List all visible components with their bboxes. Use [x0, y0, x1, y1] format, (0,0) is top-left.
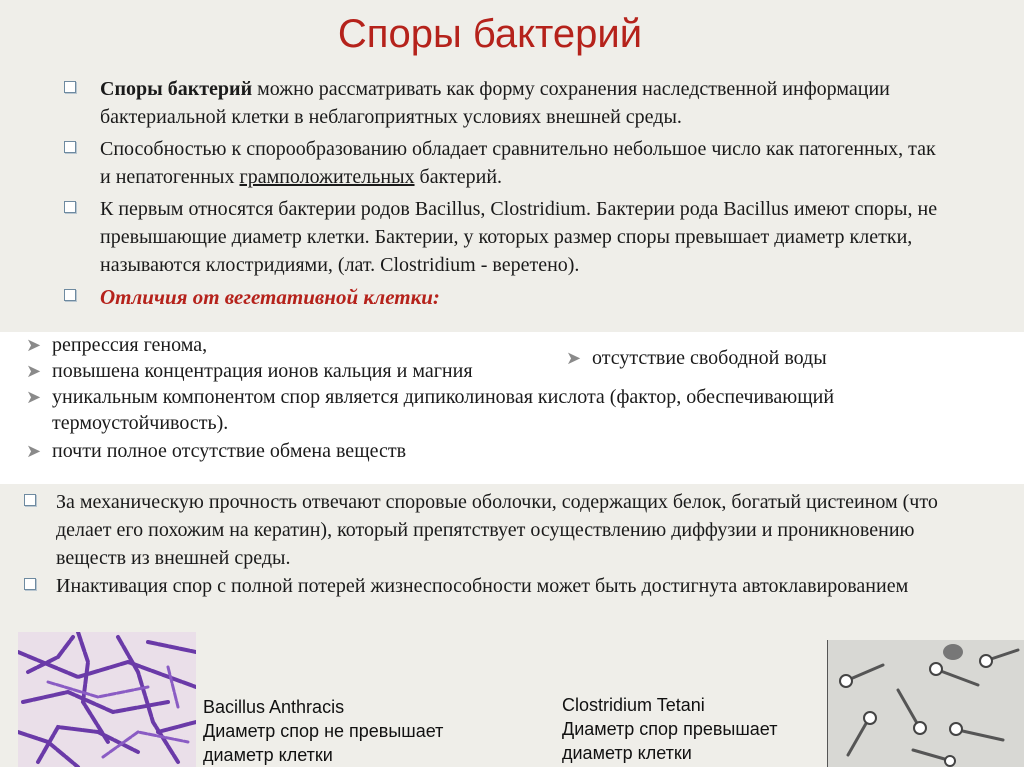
caption-right — [562, 693, 777, 765]
difference-item — [562, 345, 827, 371]
checkbox-bullet-icon — [64, 201, 76, 213]
caption-line: диаметр клетки — [562, 743, 692, 763]
bullet-genera — [62, 195, 942, 279]
checkbox-bullet-icon — [64, 141, 76, 153]
bullet-text: бактерий. — [414, 166, 503, 188]
arrow-bullet-icon: ➤ — [26, 441, 42, 461]
slide-title: Споры бактерий — [337, 12, 643, 56]
caption-line: диаметр клетки — [203, 745, 333, 765]
checkbox-bullet-icon — [64, 81, 76, 93]
bullet-text: За механическую прочность отвечают споровые оболочки, содержащих белок, богатый цистеином (что делает его похожим на кератин), который препятствует осуществлению диффузии и проникновению веществ из внешней среды. — [56, 491, 938, 569]
difference-item — [22, 358, 473, 384]
differences-heading: Отличия от вегетативной клетки: — [100, 285, 440, 309]
micrograph-image — [828, 640, 1024, 767]
checkbox-bullet-icon — [24, 578, 36, 590]
bullet-sporulation-ability — [62, 135, 942, 191]
checkbox-bullet-icon — [24, 494, 36, 506]
differences-band — [0, 332, 1024, 484]
bottom-bullet-list — [22, 488, 982, 600]
arrow-bullet-icon: ➤ — [26, 361, 42, 381]
difference-text: репрессия генома, — [52, 334, 208, 356]
difference-item — [22, 332, 207, 358]
bullet-text: К первым относятся бактерии родов Bacillus, Clostridium. Бактерии рода Bacillus имеют споры, не превышающие диаметр клетки. Бактерии, у которых размер споры превышает диаметр клетки, называются клостридиями, (лат. Clostridium - веретено). — [100, 198, 938, 276]
link-gram-positive[interactable]: грамположительных — [239, 166, 415, 188]
bullet-mechanical-strength — [22, 488, 982, 572]
arrow-bullet-icon: ➤ — [566, 348, 582, 368]
caption-line: Диаметр спор превышает — [562, 719, 778, 739]
bold-term: Споры бактерий — [100, 78, 253, 100]
caption-species: Bacillus Anthracis — [203, 697, 345, 717]
bullet-text: Инактивация спор с полной потерей жизнеспособности может быть достигнута автоклавированием — [56, 575, 909, 597]
difference-item — [22, 438, 406, 464]
bullet-text: Способностью к спорообразованию обладает сравнительно небольшое число как патогенных, так и непатогенных — [100, 138, 936, 188]
difference-text: повышена концентрация ионов кальция и магния — [52, 360, 473, 382]
bacillus-anthracis-micrograph — [18, 632, 196, 767]
bullet-spores-definition — [62, 75, 942, 131]
checkbox-bullet-icon — [64, 289, 76, 301]
difference-text: уникальным компонентом спор является дипиколиновая кислота (фактор, обеспечивающий термоустойчивость). — [52, 386, 835, 434]
bullet-differences-heading — [62, 283, 942, 312]
caption-species: Clostridium Tetani — [562, 695, 705, 715]
difference-text: отсутствие свободной воды — [592, 347, 827, 369]
difference-item — [22, 384, 992, 436]
caption-line: Диаметр спор не превышает — [203, 721, 444, 741]
bullet-text: можно рассматривать как форму сохранения наследственной информации бактериальной клетки в неблагоприятных условиях внешней среды. — [100, 78, 890, 128]
micrograph-image — [18, 632, 196, 767]
bullet-inactivation — [22, 572, 982, 600]
top-bullet-list — [62, 75, 942, 316]
arrow-bullet-icon: ➤ — [26, 335, 42, 355]
caption-left — [203, 695, 443, 767]
arrow-bullet-icon: ➤ — [26, 387, 42, 407]
difference-text: почти полное отсутствие обмена веществ — [52, 440, 407, 462]
clostridium-tetani-micrograph — [827, 640, 1024, 767]
